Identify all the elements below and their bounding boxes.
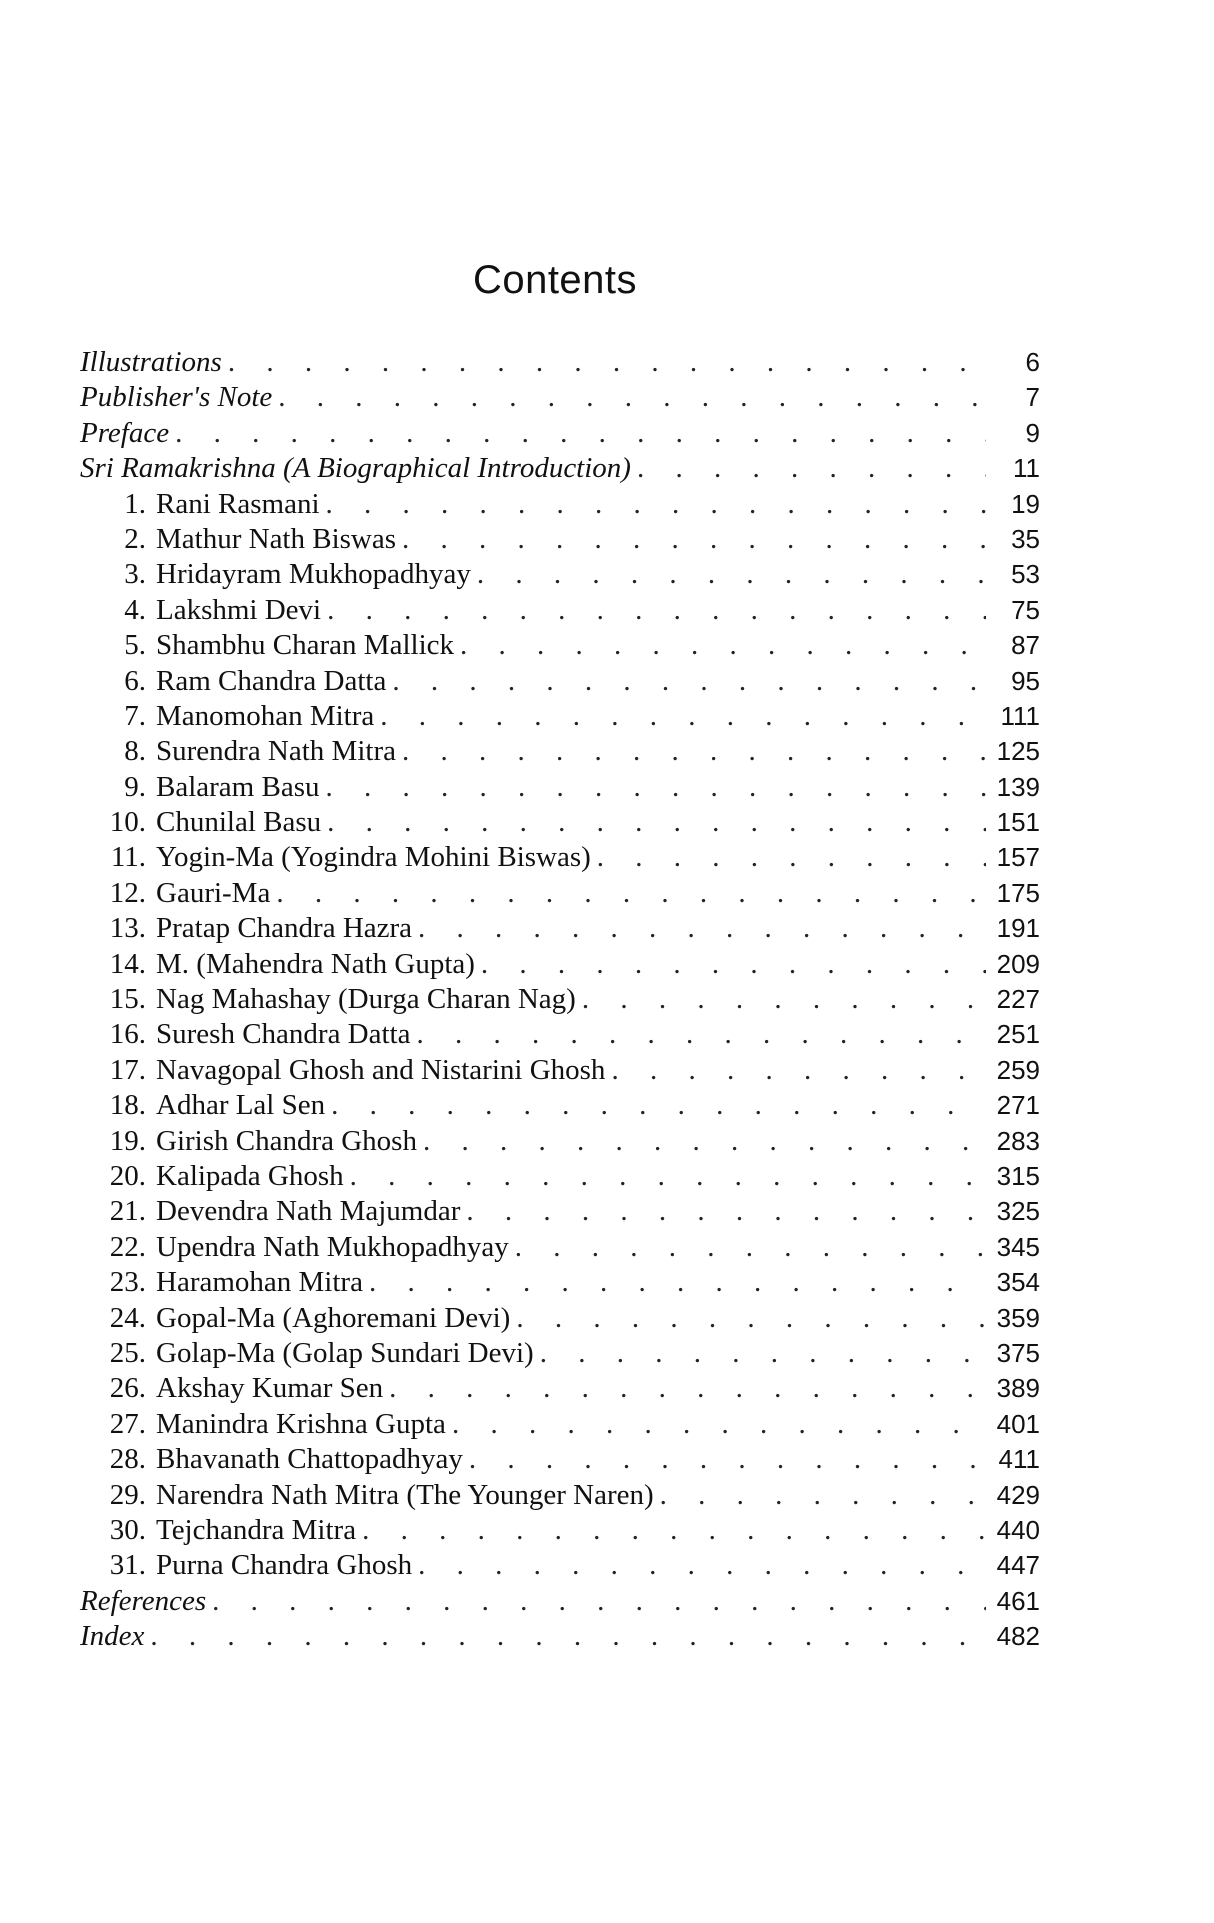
entry-title: Mathur Nath Biswas bbox=[156, 522, 397, 555]
entry-title: Girish Chandra Ghosh bbox=[156, 1124, 417, 1157]
page-number: 345 bbox=[996, 1231, 1040, 1262]
entry-title: Hridayram Mukhopadhyay bbox=[156, 558, 471, 591]
toc-entry bbox=[80, 1230, 1040, 1265]
toc-entry bbox=[80, 593, 1040, 628]
page-number: 354 bbox=[996, 1267, 1040, 1298]
dot-leader bbox=[515, 1230, 986, 1265]
toc-entry bbox=[80, 770, 1040, 805]
chapter-number: 9. bbox=[124, 770, 146, 803]
toc-entry bbox=[80, 699, 1040, 734]
chapter-number: 14. bbox=[109, 947, 146, 980]
dot-leader bbox=[369, 1265, 986, 1300]
toc-entry bbox=[80, 664, 1040, 699]
page-number: 375 bbox=[996, 1337, 1040, 1368]
dot-leader bbox=[362, 1513, 986, 1548]
entry-title: Gauri-Ma bbox=[156, 876, 271, 909]
entry-title: Publisher's Note bbox=[80, 381, 273, 414]
chapter-number: 18. bbox=[109, 1089, 146, 1122]
page-number: 482 bbox=[996, 1621, 1040, 1652]
dot-leader bbox=[477, 557, 986, 592]
page-number: 271 bbox=[996, 1090, 1040, 1121]
chapter-number: 8. bbox=[124, 735, 146, 768]
entry-title: Illustrations bbox=[80, 346, 222, 378]
chapter-number: 16. bbox=[109, 1018, 146, 1051]
page-number: 151 bbox=[996, 807, 1040, 838]
dot-leader bbox=[392, 664, 986, 699]
page-number: 6 bbox=[1025, 347, 1040, 377]
entry-title: Golap-Ma (Golap Sundari Devi) bbox=[156, 1336, 534, 1369]
page-number: 139 bbox=[996, 771, 1040, 802]
entry-title: Shambhu Charan Mallick bbox=[156, 629, 455, 662]
page-number: 447 bbox=[996, 1550, 1040, 1581]
dot-leader bbox=[460, 628, 986, 663]
dot-leader bbox=[660, 1478, 986, 1513]
toc-entry bbox=[80, 1336, 1040, 1371]
entry-title: Yogin-Ma (Yogindra Mohini Biswas) bbox=[156, 841, 591, 874]
page-number: 315 bbox=[996, 1160, 1040, 1191]
dot-leader bbox=[325, 770, 986, 805]
entry-title: Manindra Krishna Gupta bbox=[156, 1407, 446, 1440]
page-number: 75 bbox=[1011, 594, 1040, 625]
page-number: 440 bbox=[996, 1514, 1040, 1545]
page-number: 359 bbox=[996, 1302, 1040, 1333]
entry-title: Manomohan Mitra bbox=[156, 699, 375, 732]
page-number: 401 bbox=[996, 1408, 1040, 1439]
toc-entry bbox=[80, 1478, 1040, 1513]
chapter-number: 30. bbox=[109, 1513, 146, 1546]
chapter-number: 10. bbox=[109, 806, 146, 839]
dot-leader bbox=[175, 416, 986, 451]
entry-title: Adhar Lal Sen bbox=[156, 1089, 326, 1122]
toc-entry bbox=[80, 876, 1040, 911]
chapter-number: 15. bbox=[109, 983, 146, 1016]
chapter-number: 27. bbox=[109, 1407, 146, 1440]
dot-leader bbox=[597, 840, 986, 875]
page-number: 325 bbox=[996, 1196, 1040, 1227]
toc-entry bbox=[80, 734, 1040, 769]
dot-leader bbox=[327, 593, 986, 628]
page-number: 411 bbox=[998, 1444, 1040, 1475]
page-number: 259 bbox=[996, 1054, 1040, 1085]
dot-leader bbox=[418, 911, 986, 946]
dot-leader bbox=[516, 1301, 986, 1336]
toc-entry bbox=[80, 1017, 1040, 1052]
dot-leader bbox=[452, 1407, 986, 1442]
toc-entry bbox=[80, 1265, 1040, 1300]
dot-leader bbox=[402, 522, 986, 557]
page-number: 227 bbox=[996, 984, 1040, 1015]
chapter-number: 29. bbox=[109, 1478, 146, 1511]
entry-title: Preface bbox=[80, 416, 170, 449]
dot-leader bbox=[417, 1017, 987, 1052]
page-number: 35 bbox=[1011, 523, 1040, 554]
dot-leader bbox=[380, 699, 986, 734]
page-number: 125 bbox=[996, 736, 1040, 767]
toc-entry bbox=[80, 947, 1040, 982]
dot-leader bbox=[637, 451, 986, 486]
dot-leader bbox=[402, 734, 986, 769]
chapter-number: 17. bbox=[109, 1053, 146, 1086]
toc-entry bbox=[80, 628, 1040, 663]
page-number: 11 bbox=[1013, 453, 1040, 484]
chapter-number: 26. bbox=[109, 1372, 146, 1405]
dot-leader bbox=[350, 1159, 986, 1194]
dot-leader bbox=[389, 1371, 986, 1406]
chapter-number: 19. bbox=[109, 1124, 146, 1157]
page-number: 191 bbox=[996, 913, 1040, 944]
toc-entry bbox=[80, 522, 1040, 557]
entry-title: Purna Chandra Ghosh bbox=[156, 1549, 413, 1582]
dot-leader bbox=[418, 1548, 986, 1583]
dot-leader bbox=[611, 1053, 986, 1088]
page-number: 87 bbox=[1011, 630, 1040, 661]
chapter-number: 3. bbox=[124, 558, 146, 591]
entry-title: Pratap Chandra Hazra bbox=[156, 912, 413, 945]
chapter-number: 6. bbox=[124, 664, 146, 697]
toc-entry bbox=[80, 840, 1040, 875]
page-number: 53 bbox=[1011, 559, 1040, 590]
toc-entry bbox=[80, 451, 1040, 486]
chapter-number: 23. bbox=[109, 1266, 146, 1299]
chapter-number: 5. bbox=[124, 629, 146, 662]
page-number: 175 bbox=[996, 877, 1040, 908]
dot-leader bbox=[228, 345, 986, 380]
entry-title: Suresh Chandra Datta bbox=[156, 1018, 411, 1051]
entry-title: Lakshmi Devi bbox=[156, 593, 322, 626]
entry-title: Nag Mahashay (Durga Charan Nag) bbox=[156, 983, 576, 1016]
dot-leader bbox=[466, 1194, 986, 1229]
entry-title: Rani Rasmani bbox=[156, 487, 320, 520]
table-of-contents bbox=[80, 345, 1040, 1654]
page-number: 283 bbox=[996, 1125, 1040, 1156]
chapter-number: 25. bbox=[109, 1336, 146, 1369]
entry-title: Index bbox=[80, 1620, 145, 1653]
toc-entry bbox=[80, 1301, 1040, 1336]
dot-leader bbox=[423, 1124, 986, 1159]
chapter-number: 13. bbox=[109, 912, 146, 945]
dot-leader bbox=[212, 1584, 986, 1619]
page-number: 7 bbox=[1025, 382, 1040, 413]
dot-leader bbox=[331, 1088, 986, 1123]
chapter-number: 22. bbox=[109, 1230, 146, 1263]
entry-title: Akshay Kumar Sen bbox=[156, 1372, 384, 1405]
entry-title: Upendra Nath Mukhopadhyay bbox=[156, 1230, 509, 1263]
toc-entry bbox=[80, 557, 1040, 592]
toc-entry bbox=[80, 1407, 1040, 1442]
entry-title: Sri Ramakrishna (A Biographical Introduction) bbox=[80, 452, 631, 485]
entry-title: Balaram Basu bbox=[156, 770, 320, 803]
chapter-number: 24. bbox=[109, 1301, 146, 1334]
toc-entry bbox=[80, 416, 1040, 451]
toc-entry bbox=[80, 1194, 1040, 1229]
page-number: 209 bbox=[996, 948, 1040, 979]
dot-leader bbox=[540, 1336, 986, 1371]
entry-title: Chunilal Basu bbox=[156, 806, 322, 839]
chapter-number: 31. bbox=[109, 1549, 146, 1582]
toc-entry bbox=[80, 1371, 1040, 1406]
entry-title: Surendra Nath Mitra bbox=[156, 735, 396, 768]
page-number: 461 bbox=[996, 1585, 1040, 1616]
toc-entry bbox=[80, 380, 1040, 415]
dot-leader bbox=[327, 805, 986, 840]
dot-leader bbox=[582, 982, 986, 1017]
dot-leader bbox=[326, 487, 986, 522]
toc-entry bbox=[80, 345, 1040, 380]
page-number: 95 bbox=[1011, 665, 1040, 696]
dot-leader bbox=[481, 947, 986, 982]
entry-title: References bbox=[80, 1584, 207, 1617]
dot-leader bbox=[469, 1442, 986, 1477]
chapter-number: 12. bbox=[109, 876, 146, 909]
toc-entry bbox=[80, 487, 1040, 522]
dot-leader bbox=[150, 1619, 986, 1654]
dot-leader bbox=[278, 380, 986, 415]
chapter-number: 2. bbox=[124, 522, 146, 555]
page-number: 251 bbox=[996, 1019, 1040, 1050]
entry-title: M. (Mahendra Nath Gupta) bbox=[156, 947, 475, 980]
entry-title: Navagopal Ghosh and Nistarini Ghosh bbox=[156, 1053, 606, 1086]
entry-title: Devendra Nath Majumdar bbox=[156, 1195, 461, 1228]
chapter-number: 7. bbox=[124, 699, 146, 732]
page-number: 389 bbox=[996, 1373, 1040, 1404]
toc-entry bbox=[80, 1584, 1040, 1619]
page-number: 19 bbox=[1011, 488, 1040, 519]
toc-entry bbox=[80, 1442, 1040, 1477]
toc-entry bbox=[80, 1619, 1040, 1654]
chapter-number: 4. bbox=[124, 593, 146, 626]
entry-title: Gopal-Ma (Aghoremani Devi) bbox=[156, 1301, 511, 1334]
toc-entry bbox=[80, 1548, 1040, 1583]
toc-entry bbox=[80, 1053, 1040, 1088]
toc-entry bbox=[80, 982, 1040, 1017]
toc-entry bbox=[80, 1513, 1040, 1548]
chapter-number: 28. bbox=[109, 1443, 146, 1476]
page-number: 9 bbox=[1025, 417, 1040, 448]
entry-title: Narendra Nath Mitra (The Younger Naren) bbox=[156, 1478, 654, 1511]
toc-entry bbox=[80, 1124, 1040, 1159]
page-number: 111 bbox=[1000, 700, 1040, 731]
page-title: Contents bbox=[472, 258, 638, 302]
toc-entry bbox=[80, 805, 1040, 840]
entry-title: Ram Chandra Datta bbox=[156, 664, 387, 697]
page-number: 157 bbox=[996, 842, 1040, 873]
toc-entry bbox=[80, 1159, 1040, 1194]
chapter-number: 21. bbox=[109, 1195, 146, 1228]
chapter-number: 11. bbox=[110, 841, 146, 874]
dot-leader bbox=[276, 876, 986, 911]
chapter-number: 1. bbox=[124, 487, 146, 520]
entry-title: Haramohan Mitra bbox=[156, 1266, 363, 1299]
toc-entry bbox=[80, 911, 1040, 946]
entry-title: Kalipada Ghosh bbox=[156, 1159, 344, 1192]
toc-entry bbox=[80, 1088, 1040, 1123]
chapter-number: 20. bbox=[109, 1159, 146, 1192]
page-number: 429 bbox=[996, 1479, 1040, 1510]
entry-title: Tejchandra Mitra bbox=[156, 1513, 357, 1546]
entry-title: Bhavanath Chattopadhyay bbox=[156, 1443, 463, 1476]
